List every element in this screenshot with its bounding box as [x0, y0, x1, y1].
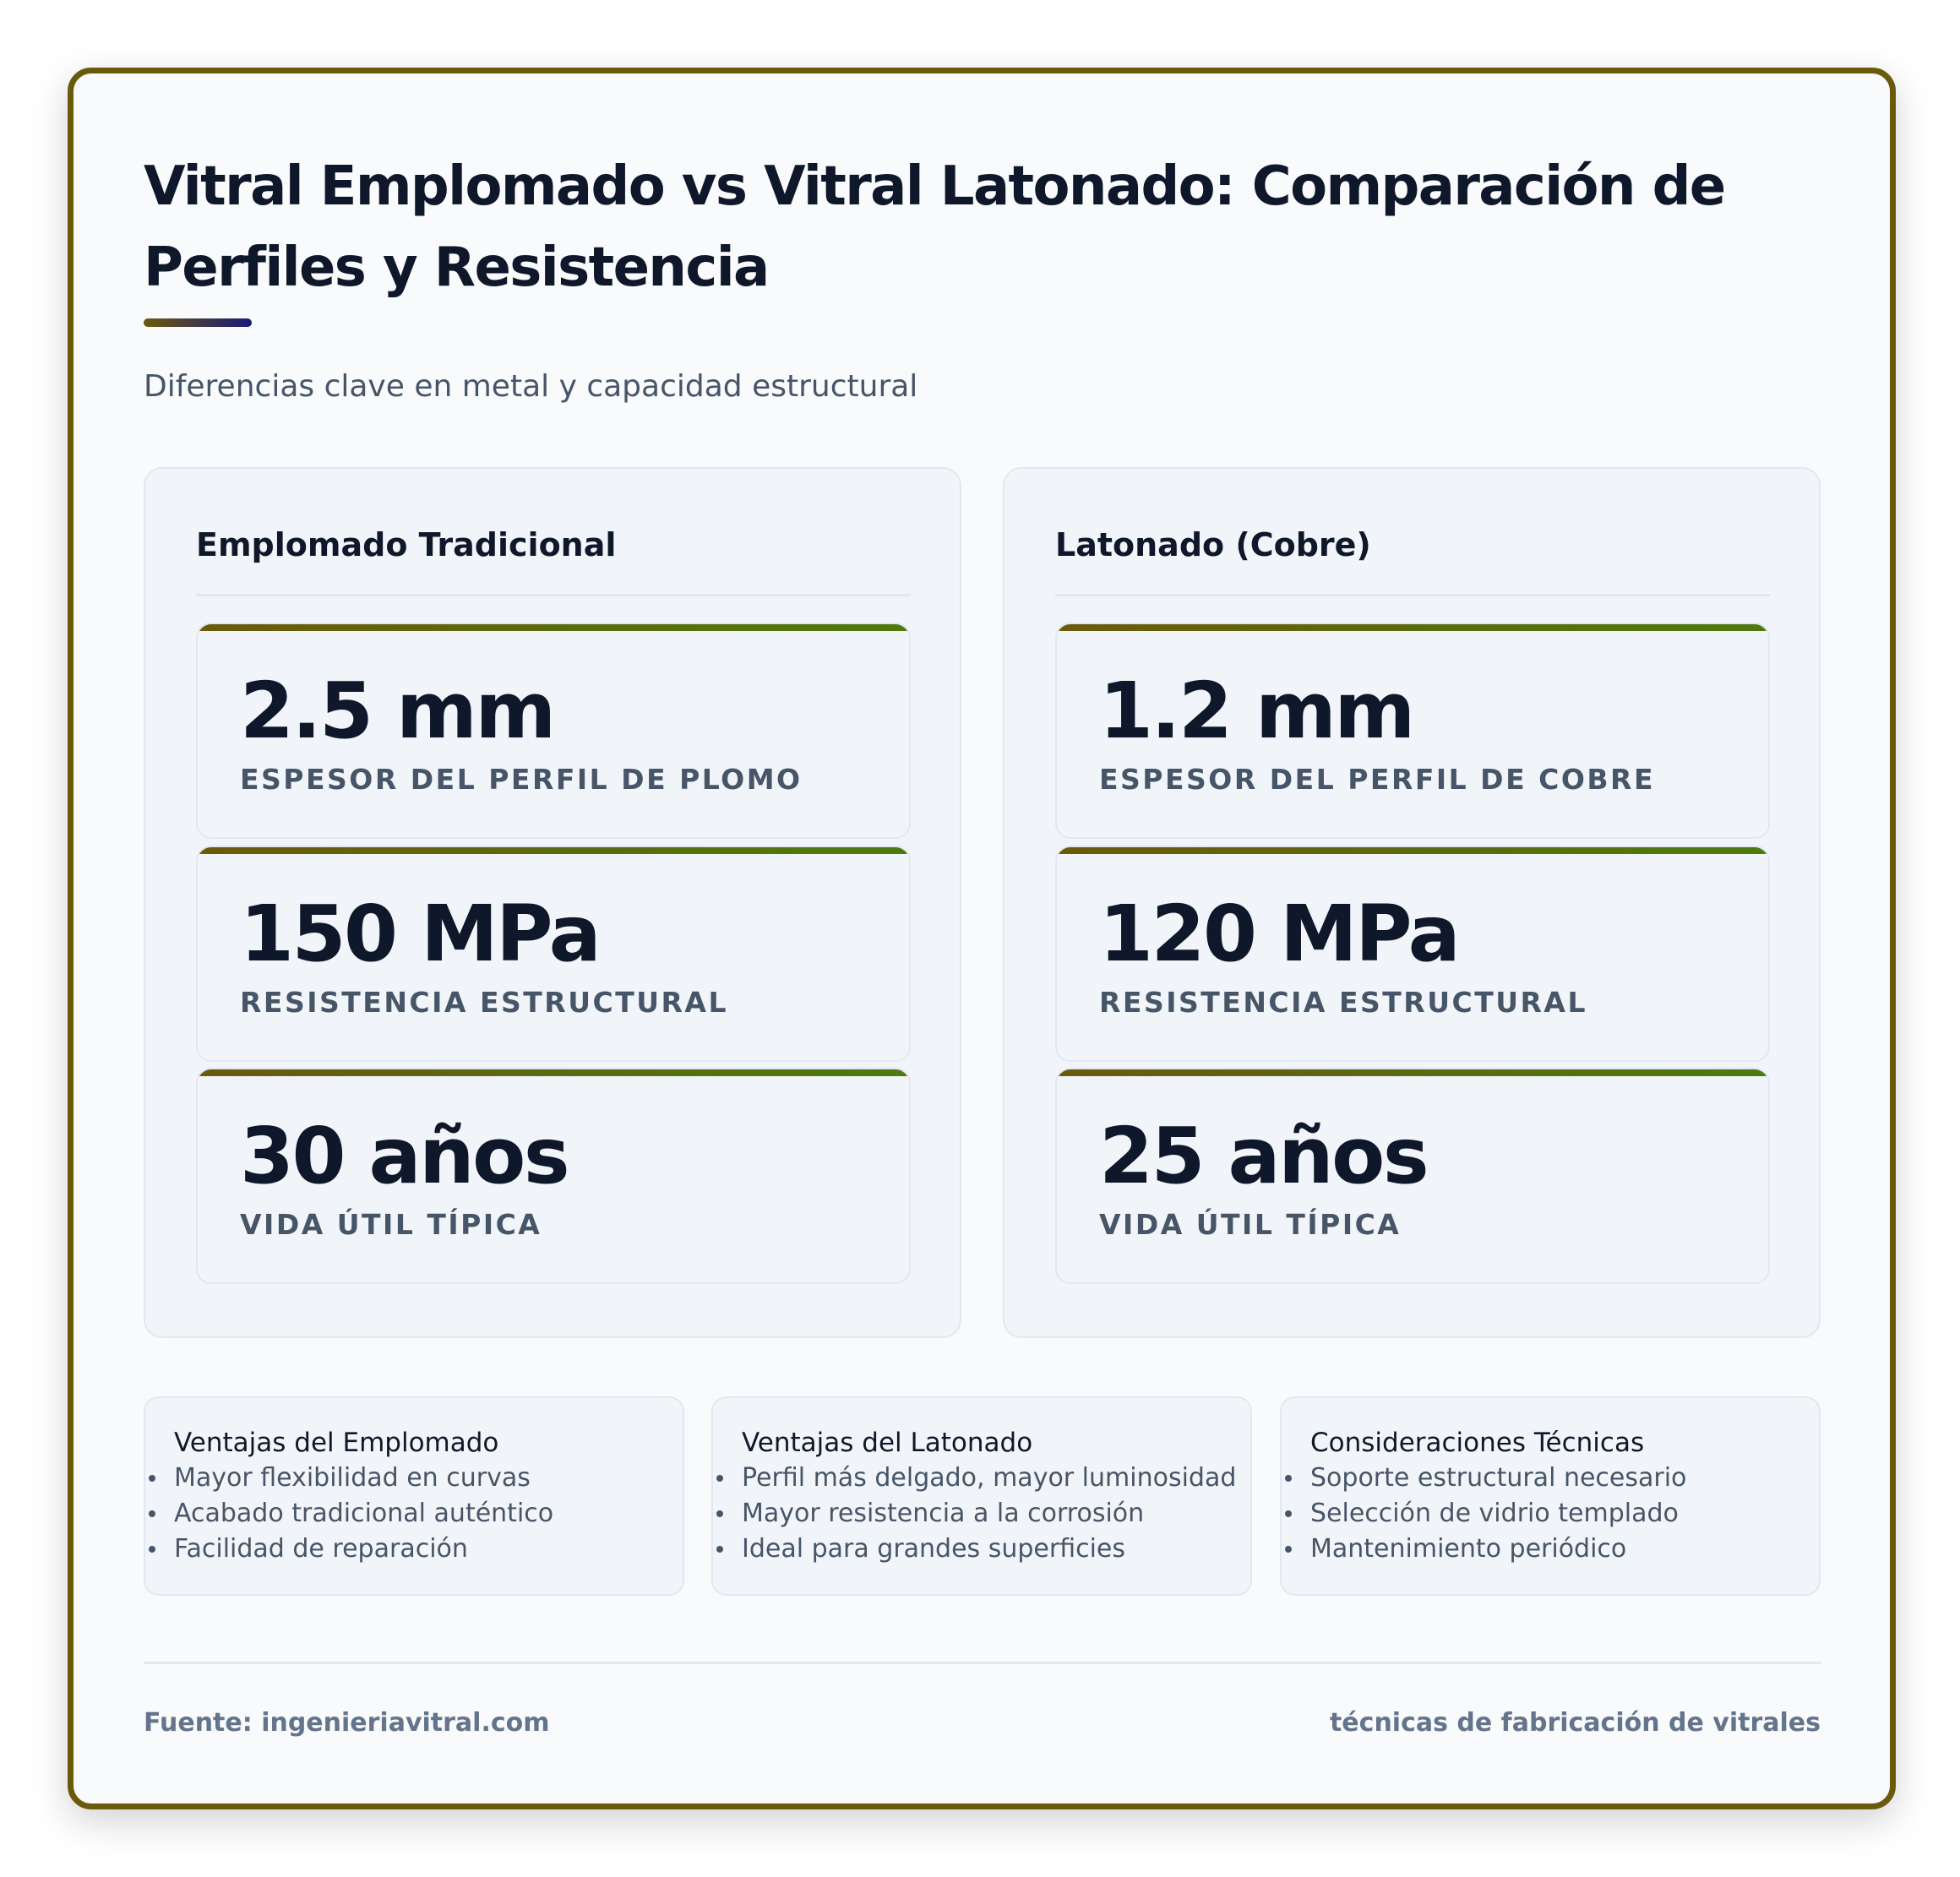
list-item: Mayor resistencia a la corrosión — [742, 1496, 1236, 1532]
note-card-latonado — [711, 1396, 1252, 1596]
metric-label: ESPESOR DEL PERFIL DE COBRE — [1099, 763, 1655, 796]
metric-card-thickness — [196, 623, 911, 839]
note-list — [1310, 1461, 1686, 1567]
metric-card-strength — [196, 846, 911, 1062]
note-card-technical — [1280, 1396, 1821, 1596]
panel-title: Emplomado Tradicional — [196, 520, 911, 596]
metric-card-lifespan — [1055, 1068, 1770, 1284]
metric-value: 1.2 mm — [1099, 666, 1413, 756]
footer-source: Fuente: ingenieriavitral.com — [144, 1708, 550, 1738]
metric-label: RESISTENCIA ESTRUCTURAL — [1099, 986, 1587, 1019]
note-title: Ventajas del Emplomado — [174, 1428, 499, 1458]
page-title: Vitral Emplomado vs Vitral Latonado: Comparación de Perfiles y Resistencia — [144, 155, 1725, 299]
metric-value: 120 MPa — [1099, 889, 1459, 979]
footer-tagline: técnicas de fabricación de vitrales — [1329, 1708, 1821, 1738]
metric-label: ESPESOR DEL PERFIL DE PLOMO — [240, 763, 803, 796]
metric-value: 150 MPa — [240, 889, 600, 979]
metric-value: 25 años — [1099, 1111, 1428, 1201]
list-item: Ideal para grandes superficies — [742, 1532, 1236, 1567]
panel-emplomado — [144, 467, 961, 1338]
list-item: Soporte estructural necesario — [1310, 1461, 1686, 1496]
metric-value: 2.5 mm — [240, 666, 554, 756]
infographic-card — [68, 68, 1896, 1809]
list-item: Mantenimiento periódico — [1310, 1532, 1686, 1567]
list-item: Perfil más delgado, mayor luminosidad — [742, 1461, 1236, 1496]
panel-latonado — [1003, 467, 1821, 1338]
footer-divider — [144, 1662, 1821, 1664]
title-underline — [144, 318, 252, 327]
metric-card-lifespan — [196, 1068, 911, 1284]
list-item: Facilidad de reparación — [174, 1532, 553, 1567]
note-title: Ventajas del Latonado — [742, 1428, 1033, 1458]
metric-card-strength — [1055, 846, 1770, 1062]
metric-label: VIDA ÚTIL TÍPICA — [240, 1208, 542, 1241]
page-subtitle: Diferencias clave en metal y capacidad estructural — [144, 369, 918, 404]
list-item: Mayor flexibilidad en curvas — [174, 1461, 553, 1496]
list-item: Acabado tradicional auténtico — [174, 1496, 553, 1532]
note-list — [174, 1461, 553, 1567]
note-title: Consideraciones Técnicas — [1310, 1428, 1645, 1458]
list-item: Selección de vidrio templado — [1310, 1496, 1686, 1532]
metric-value: 30 años — [240, 1111, 569, 1201]
note-list — [742, 1461, 1236, 1567]
note-card-emplomado — [144, 1396, 684, 1596]
metric-card-thickness — [1055, 623, 1770, 839]
metric-label: VIDA ÚTIL TÍPICA — [1099, 1208, 1402, 1241]
metric-label: RESISTENCIA ESTRUCTURAL — [240, 986, 728, 1019]
panel-title: Latonado (Cobre) — [1055, 520, 1770, 596]
